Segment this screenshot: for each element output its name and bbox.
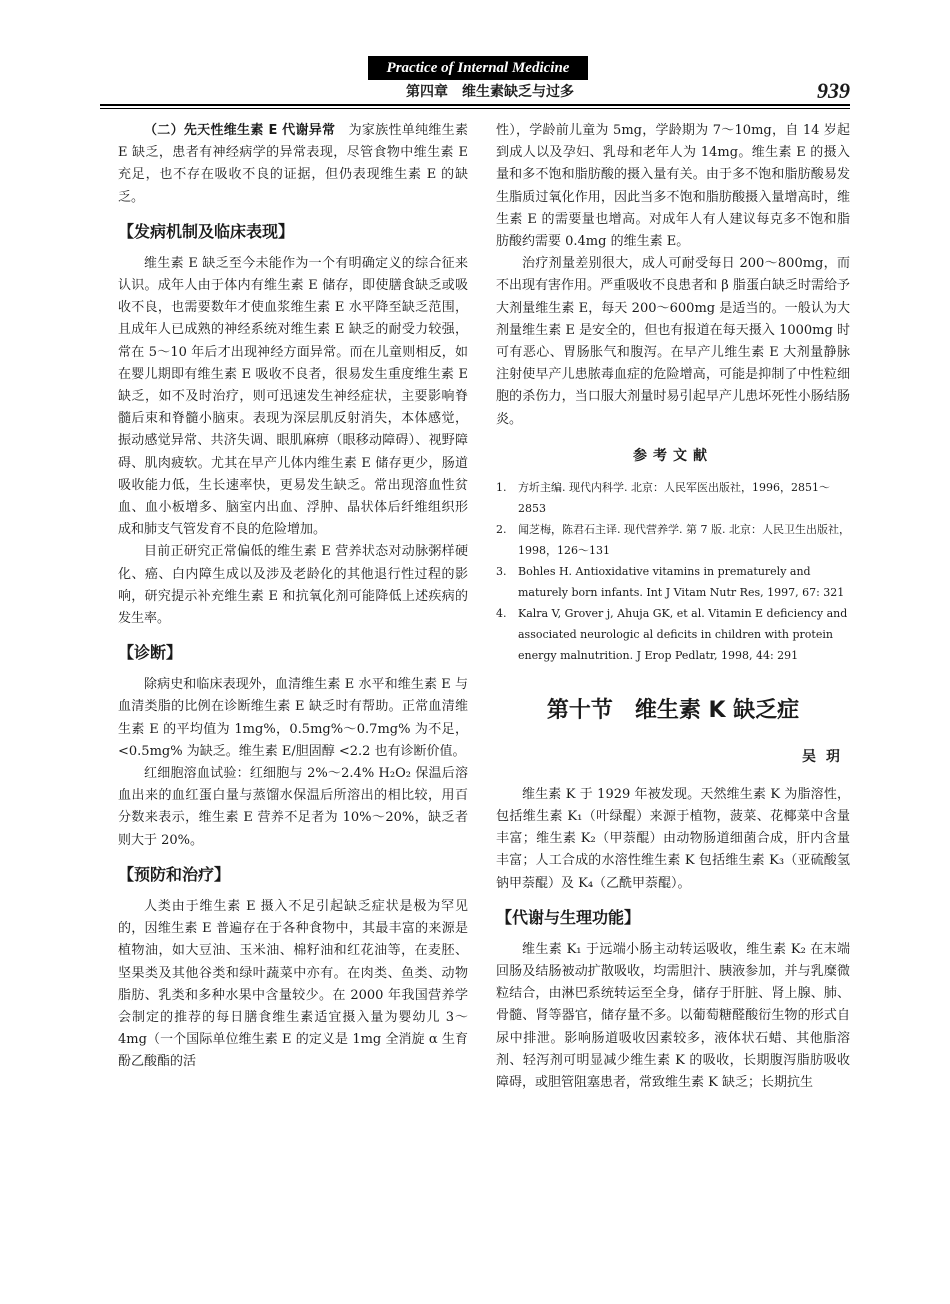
left-column (118, 120, 468, 1074)
reference-item (496, 603, 850, 666)
reference-item (496, 477, 850, 519)
reference-item (496, 519, 850, 561)
reference-item (496, 561, 850, 603)
heading-prevention: 【预防和治疗】 (118, 864, 231, 884)
vitamin-k-intro-paragraph: 维生素 K 于 1929 年被发现。天然维生素 K 为脂溶性，包括维生素 K₁（叶绿醌）来源于植物，菠菜、花椰菜中含量丰富；维生素 K₂（甲萘醌）由动物肠道细菌合成，肝内含量丰富；人工合成的水溶性维生素 K 包括维生素 K₃（亚硫酸氢钠甲萘醌）及 K₄（乙酰甲萘醌）。 (496, 786, 850, 891)
pathogenesis-paragraph-2: 目前正研究正常偏低的维生素 E 营养状态对动脉粥样硬化、癌、白内障生成以及涉及老龄化的其他退行性过程的影响，研究提示补充维生素 E 和抗氧化剂可能降低上述疾病的发生率。 (118, 544, 468, 627)
author-name: 吴玥 (802, 748, 850, 765)
heading-pathogenesis: 【发病机制及临床表现】 (118, 221, 295, 241)
reference-number: 4. (496, 606, 507, 620)
reference-text: 方圻主编. 现代内科学. 北京：人民军医出版社，1996，2851～2853 (518, 480, 830, 515)
chapter-heading: 第四章 维生素缺乏与过多 (406, 84, 574, 100)
pathogenesis-paragraph-1: 维生素 E 缺乏至今未能作为一个有明确定义的综合征来认识。成年人由于体内有维生素 E 储存，即使膳食缺乏或吸收不良，也需要数年才使血浆维生素 E 水平降至缺乏范围，且成年人已成熟的神经系统对维生素 E 缺乏的耐受力较强，常在 5～10 年后才出现神经方面异常。而在儿童则相反，如在婴儿期即有维生素 E 吸收不良者，很易发生重度维生素 E 缺乏，如不及时治疗，则可迅速发生神经症状，主要影响脊髓后束和脊髓小脑束。表现为深层肌反射消失，本体感觉，振动感觉异常、共济失调、眼肌麻痹（眼移动障碍）、视野障碍、肌肉疲软。尤其在早产儿体内维生素 E 储存更少，肠道吸收能力低，生长速率快，更易发生缺乏。常出现溶血性贫血、血小板增多、脑室内出血、浮肿、晶状体后纤维组织形成和肺支气管发育不良的危险增加。 (118, 255, 468, 538)
reference-number: 2. (496, 522, 507, 536)
references-title: 参考文献 (633, 447, 713, 464)
metabolism-paragraph: 维生素 K₁ 于远端小肠主动转运吸收，维生素 K₂ 在末端回肠及结肠被动扩散吸收，均需胆汁、胰液参加，并与乳糜微粒结合，由淋巴系统转运至全身，储存于肝脏、肾上腺、肺、骨髓、肾等器官，储存量不多。以葡萄糖醛酸衍生物的形式自尿中排泄。影响肠道吸收因素较多，液体状石蜡、其他脂溶剂、轻泻剂可明显减少维生素 K 的吸收，长期腹泻脂肪吸收障碍，或胆管阻塞患者，常致维生素 K 缺乏；长期抗生 (496, 941, 850, 1091)
reference-text: 闻芝梅，陈君石主译. 现代营养学. 第 7 版. 北京：人民卫生出版社，1998，126～131 (518, 522, 850, 557)
prevention-continued: 性），学龄前儿童为 5mg，学龄期为 7～10mg，自 14 岁起到成人以及孕妇、乳母和老年人为 14mg。维生素 E 的摄入量和多不饱和脂肪酸的摄入量有关。由于多不饱和脂肪酸易发生脂质过氧化作用，因此当多不饱和脂肪酸摄入量增高时，维生素 E 的需要量也增高。对成年人有人建议每克多不饱和脂肪酸约需要 0.4mg 的维生素 E。 (496, 123, 850, 250)
journal-banner: Practice of Internal Medicine (368, 56, 588, 80)
congenital-paragraph (118, 120, 468, 209)
congenital-lead: （二）先天性维生素 E 代谢异常 (144, 123, 336, 138)
diagnosis-paragraph-1: 除病史和临床表现外，血清维生素 E 水平和维生素 E 与血清类脂的比例在诊断维生素 E 缺乏时有帮助。正常血清维生素 E 的平均值为 1mg%，0.5mg%～0.7mg% 为不足，<0.5mg% 为缺乏。维生素 E/胆固醇 <2.2 也有诊断价值。 (118, 677, 468, 759)
heading-diagnosis: 【诊断】 (118, 643, 183, 663)
heading-metabolism: 【代谢与生理功能】 (496, 907, 641, 927)
congenital-text: 为家族性单纯维生素 E 缺乏，患者有神经病学的异常表现，尽管食物中维生素 E 充足，也不存在吸收不良的证据，但仍表现维生素 E 的缺乏。 (118, 123, 468, 205)
reference-text: Bohles H. Antioxidative vitamins in prematurely and maturely born infants. Int J Vitam Nutr Res, 1997, 67: 321 (518, 564, 845, 599)
treatment-paragraph: 治疗剂量差别很大，成人可耐受每日 200～800mg，而不出现有害作用。严重吸收不良患者和 β 脂蛋白缺乏时需给予大剂量维生素 E，每天 200～600mg 是适当的。一般认为大剂量维生素 E 是安全的，但也有报道在每天摄入 1000mg 时可有恶心、胃肠胀气和腹泻。在早产儿维生素 E 大剂量静脉注射使早产儿患脓毒血症的危险增高，可能是抑制了中性粒细胞的杀伤力，当口服大剂量时易引起早产儿患坏死性小肠结肠炎。 (496, 256, 850, 427)
references-list (496, 477, 850, 666)
diagnosis-paragraph-2: 红细胞溶血试验：红细胞与 2%～2.4% H₂O₂ 保温后溶血出来的血红蛋白量与蒸馏水保温后所溶出的相比较，用百分数来表示，维生素 E 营养不足者为 10%～20%，缺乏者则大于 20%。 (118, 766, 468, 848)
header-divider (100, 104, 850, 106)
reference-number: 1. (496, 480, 507, 494)
section-title: 第十节 维生素 K 缺乏症 (546, 697, 800, 723)
reference-text: Kalra V, Grover j, Ahuja GK, et al. Vitamin E deficiency and associated neurologic al deficits in children with protein energy malnutrition. J Erop Pedlatr, 1998, 44: 291 (518, 606, 848, 662)
reference-number: 3. (496, 564, 507, 578)
right-column (496, 120, 850, 1094)
page-number: 939 (817, 78, 850, 103)
header-divider-thin (100, 108, 850, 109)
prevention-paragraph: 人类由于维生素 E 摄入不足引起缺乏症状是极为罕见的，因维生素 E 普遍存在于各种食物中，其最丰富的来源是植物油，如大豆油、玉米油、棉籽油和红花油等，在麦胚、坚果类及其他谷类和绿叶蔬菜中亦有。在肉类、鱼类、动物脂肪、乳类和多种水果中含量较少。在 2000 年我国营养学会制定的推荐的每日膳食维生素适宜摄入量为婴幼儿 3～4mg（一个国际单位维生素 E 的定义是 1mg 全消旋 α 生育酚乙酸酯的活 (118, 898, 468, 1070)
